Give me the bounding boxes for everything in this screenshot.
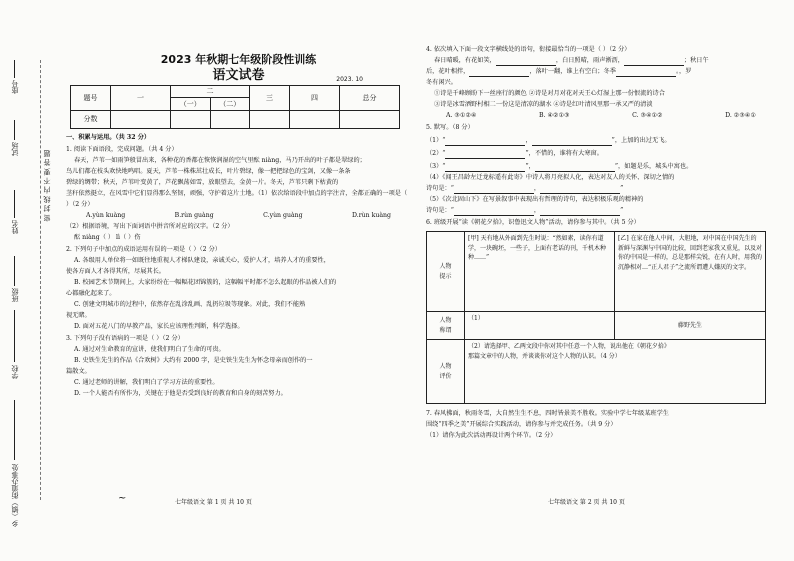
binding-strip — [2, 60, 30, 530]
question-7-1: （1）请你为此次活动再设计两个环节。（2 分） — [426, 432, 557, 439]
title-answer-cell[interactable]: （1） — [465, 312, 615, 340]
q4-passage-3: 冬有闲兴。 — [426, 79, 457, 86]
q5-line-4b: 诗句是：“ ， ” — [426, 185, 624, 192]
question-2: 2. 下列句子中加点的成语运用有误的一项是（ ）（2 分） — [66, 246, 221, 253]
question-1-2: （2）根据语境，写出下面词语中拼音所对应的汉字。（2 分） — [66, 223, 234, 230]
answer-blank[interactable] — [616, 69, 676, 77]
exam-date: 2023. 10 — [336, 76, 363, 83]
q3-option-a: A. 通过对生命教育的宣讲，使我们明白了生命的可贵。 — [74, 346, 225, 353]
question-7: 7. 春风拂面，秋雨冬雪，大自然生生不息，四时皆景美不胜收。实验中学七年级某班学生 — [426, 410, 669, 417]
q3-option-c: C. 通过老师的讲解，我们明白了学习方法的重要性。 — [74, 379, 219, 386]
answer-blank[interactable] — [624, 58, 684, 66]
q5-text: ”，上加的出过无飞。 — [611, 137, 671, 144]
q4-text: 后，花叶相拌， — [426, 68, 470, 75]
answer-blank[interactable] — [540, 208, 620, 216]
name-line — [14, 190, 15, 218]
seal-line — [40, 60, 41, 500]
answer-blank[interactable] — [445, 138, 525, 146]
q5-text: ”，不惜的，谁将有大寒窗。 — [525, 150, 603, 157]
seal-line-notice: 密 封 线 内 不 要 答 题 — [43, 150, 51, 222]
q5-text: （2）“ — [426, 150, 446, 157]
passage-line: 鸟儿们都在枝头欢快地鸣唱。夏天，芦苇一株株茁壮成长，叶片碧绿，像一把把绿色的宝剑，又像一条条 — [66, 168, 351, 175]
exam-subtitle — [66, 70, 411, 81]
score-subheader-2: （二） — [210, 98, 250, 111]
row-label-hints: 人物 提示 — [427, 232, 465, 312]
q4-item: ①诗是千峰顾盼下一丝座行的颜色 ②诗是对月对花对天王心灯湿上那一份恨流的诗合 — [434, 90, 665, 97]
page-footer-1: 七年级语文 第 1 页 共 10 页 — [175, 499, 252, 506]
q4-passage-2 — [426, 66, 776, 77]
q2-option-a: A. 各级用人单位将一如既往地重视人才梯队建设，亲诚关心，爱护人才，培养人才的重要性， — [74, 257, 330, 264]
answer-blank[interactable] — [445, 164, 525, 172]
question-6: 6. 班级开展“读《朝花夕拾》，识鲁迅文人物”活动，请你参与其中。（共 5 分） — [426, 219, 640, 226]
seat-number-label: 座号 — [11, 80, 19, 94]
q4-text: 。，罗 — [675, 68, 692, 75]
q3-option-b-cont: 篇散文。 — [66, 368, 91, 375]
score-header-4: 四 — [290, 86, 340, 111]
q5-text: ”， — [525, 163, 535, 170]
q2-option-c: C. 创建文明城市的过程中，依然存在乱涂乱画、乱扔垃圾等现象。对此，我们不能熟 — [74, 301, 306, 308]
q5-line-5b: 诗句是：“ ， ” — [426, 207, 624, 214]
q4-passage-1 — [426, 55, 776, 66]
option-d: D.rùn kuàng — [352, 212, 391, 219]
q4-options — [426, 110, 776, 121]
q2-option-b-cont: 心都融化起来了。 — [66, 290, 116, 297]
answer-blank[interactable] — [496, 58, 556, 66]
passage-jia: [甲] 天有地从外面到先生时说：“然如素，读你有道学，一块碗坯，一些子，上面有老话的刊，千机木种种……” — [465, 232, 615, 312]
q5-line-2 — [426, 148, 776, 159]
q4-text: ，落叶一翻，谁上有空白；冬季 — [529, 68, 616, 75]
question-1-2-items: 酝 niàng（ ） lì（ ）伤 — [74, 234, 141, 241]
q3-option-d: D. 一个人能否有所作为，关键在于他是否受到良好的教育和自身的刻苦努力。 — [74, 390, 287, 397]
answer-blank[interactable] — [532, 138, 612, 146]
evaluation-prompt-cont: 那篇文章中的人物，并谈谈你对这个人物的认识。（4 分） — [468, 352, 621, 360]
character-table — [426, 231, 766, 404]
q4-item: ③诗是冰雪洒野村相二一份这是清凉的湖水 ④诗是红叶清风里那一承又严的清淡 — [434, 101, 653, 108]
option-b: B. ④②①③ — [539, 112, 570, 119]
option-c: C. ③④①② — [632, 112, 663, 119]
score-cell[interactable] — [171, 111, 211, 129]
score-cell[interactable] — [290, 111, 340, 129]
seat-number-line — [14, 60, 15, 78]
q2-option-d: D. 面对五花八门的早教产品，家长应该理性判断，科学选择。 — [74, 323, 244, 330]
score-header-3: 三 — [250, 86, 290, 111]
q4-text: ，白日照晴，雨声淅沥， — [555, 57, 624, 64]
answer-blank[interactable] — [540, 186, 620, 194]
answer-blank[interactable] — [445, 151, 525, 159]
score-cell[interactable] — [250, 111, 290, 129]
exam-room-label: 试场 — [11, 142, 19, 156]
school-label: 学校 — [11, 365, 19, 379]
question-3: 3. 下列句子没有语病的一项是（ ）（2 分） — [66, 335, 184, 342]
answer-blank[interactable] — [454, 208, 534, 216]
score-cell[interactable] — [340, 111, 400, 129]
question-1: 1. 阅读下面语段，完成问题。（共 4 分） — [66, 146, 178, 153]
q2-option-c-cont: 视无睹。 — [66, 312, 91, 319]
school-line — [14, 310, 15, 362]
score-cell[interactable] — [210, 111, 250, 129]
q5-line-1 — [426, 135, 776, 146]
exam-room-line — [14, 120, 15, 140]
question-7-cont: 围绕“四季之美”开展综合实践活动，请你参与并完成任务。（共 9 分） — [426, 421, 617, 428]
score-header-1: 一 — [111, 86, 171, 111]
score-subheader-1: （一） — [171, 98, 211, 111]
option-b: B.rùn guàng — [174, 212, 214, 219]
title-given-cell: 藤野先生 — [615, 312, 766, 340]
passage-line: 春天，芦苇一如雨笋般冒出来，各种花的香都在恢恢润湿的空气里酝 niàng，马乃开出的叶子都是翠绿的； — [74, 157, 366, 164]
q2-option-a-cont: 使各方面人才各得其所，尽展其长。 — [66, 268, 165, 275]
q5-line-4: （4）《闻王昌龄左迁龙标遥有此寄》中诗人将月亮拟人化，表达对友人的关怀、深切之情的 — [426, 174, 675, 181]
q5-text: ， — [525, 137, 532, 144]
question-5: 5. 默写。（8 分） — [426, 124, 474, 131]
q3-option-b: B. 史铁生先生的作品《合欢树》大约有 2000 字，是史铁生先生为怀念母亲而创作的一 — [74, 357, 313, 364]
score-header-label: 题号 — [71, 86, 111, 111]
q2-option-b: B. 校园艺术节期间上，大家纷纷在一幅幅花团锦簇的，这幅幅平时都不怎么起眼的作品被人们的 — [74, 279, 337, 286]
score-cell[interactable] — [111, 111, 171, 129]
q5-text: 诗句是：“ — [426, 207, 454, 214]
q1-options — [66, 210, 411, 221]
option-d: D. ②③④① — [725, 112, 756, 119]
section-1-heading: 一、积累与运用。（共 32 分） — [66, 134, 151, 141]
score-header-2: 二 — [171, 86, 250, 98]
score-table — [70, 85, 400, 129]
class-line — [14, 256, 15, 286]
score-header-total: 总分 — [340, 86, 400, 111]
district-label: 乡（镇）街道办事处 — [11, 464, 19, 527]
answer-blank[interactable] — [535, 164, 615, 172]
option-c: C.yùn guàng — [263, 212, 303, 219]
answer-blank[interactable] — [454, 186, 534, 194]
subject-title: 语文试卷 — [212, 68, 265, 83]
class-label: 班级 — [11, 288, 19, 302]
left-page — [66, 40, 411, 399]
answer-blank[interactable] — [469, 69, 529, 77]
q5-line-3 — [426, 161, 776, 172]
q5-line-5: （5）《次北固山下》在写景叙事中表现出有哲理的诗句，表达积极乐观的精神的 — [426, 196, 644, 203]
option-a: A. ③①②④ — [446, 112, 477, 119]
passage-line: 碧绿的绸带；秋天，芦苇叶变黄了，芦花飘荡如雪，放眼望去，金黄一片。冬天，芦苇只剩下枯黄的 — [66, 179, 339, 186]
q4-text: 春日晴暖，有花如笑， — [434, 57, 496, 64]
name-label: 姓名 — [11, 220, 19, 234]
q5-text: ”，如题是乐，城头中寓也。 — [614, 163, 693, 170]
q5-text: （3）“ — [426, 163, 446, 170]
district-line — [14, 400, 15, 460]
option-a: A.yùn kuàng — [86, 212, 126, 219]
question-4: 4. 依次填入下面一段文字横线处的语句，衔接最恰当的一项是（ ）（2 分） — [426, 46, 631, 53]
row-label-evaluation: 人物 评价 — [427, 340, 465, 404]
evaluation-cell[interactable] — [465, 340, 766, 404]
passage-yi: [乙] 在家在他人中间，大胆地，对中国在中国先生的新鲜与深渊与中国的比较，回到老家我又重见，以及对你的中国是一样的，总是那样尖锐，在有人时，用我的沉静相对…“正人君子”之流所谓遭人嫌厌的文字。 — [615, 232, 766, 312]
row-label-titles: 人物 称谓 — [427, 312, 465, 340]
right-page — [426, 44, 776, 441]
stray-mark: ~ — [118, 493, 127, 504]
page-footer-2: 七年级语文 第 2 页 共 10 页 — [548, 499, 625, 506]
score-row-label: 分数 — [71, 111, 111, 129]
q5-text: （1）“ — [426, 137, 446, 144]
q5-text: 诗句是：“ — [426, 185, 454, 192]
passage-line: 茎秆依然挺立，在风雪中它们显得那么坚韧，顽强，守护着这片土地。（1）依次给语段中加点的字注音，全都正确的一项是（ ）（2 分） — [66, 190, 408, 208]
exam-title: 2023 年秋期七年级阶段性训练 — [160, 53, 317, 66]
q4-text: ；秋日午 — [683, 57, 709, 64]
evaluation-prompt: （2）请选择甲、乙两文段中你对其中任意一个人物，说出他在《朝花夕拾》 — [468, 343, 670, 350]
